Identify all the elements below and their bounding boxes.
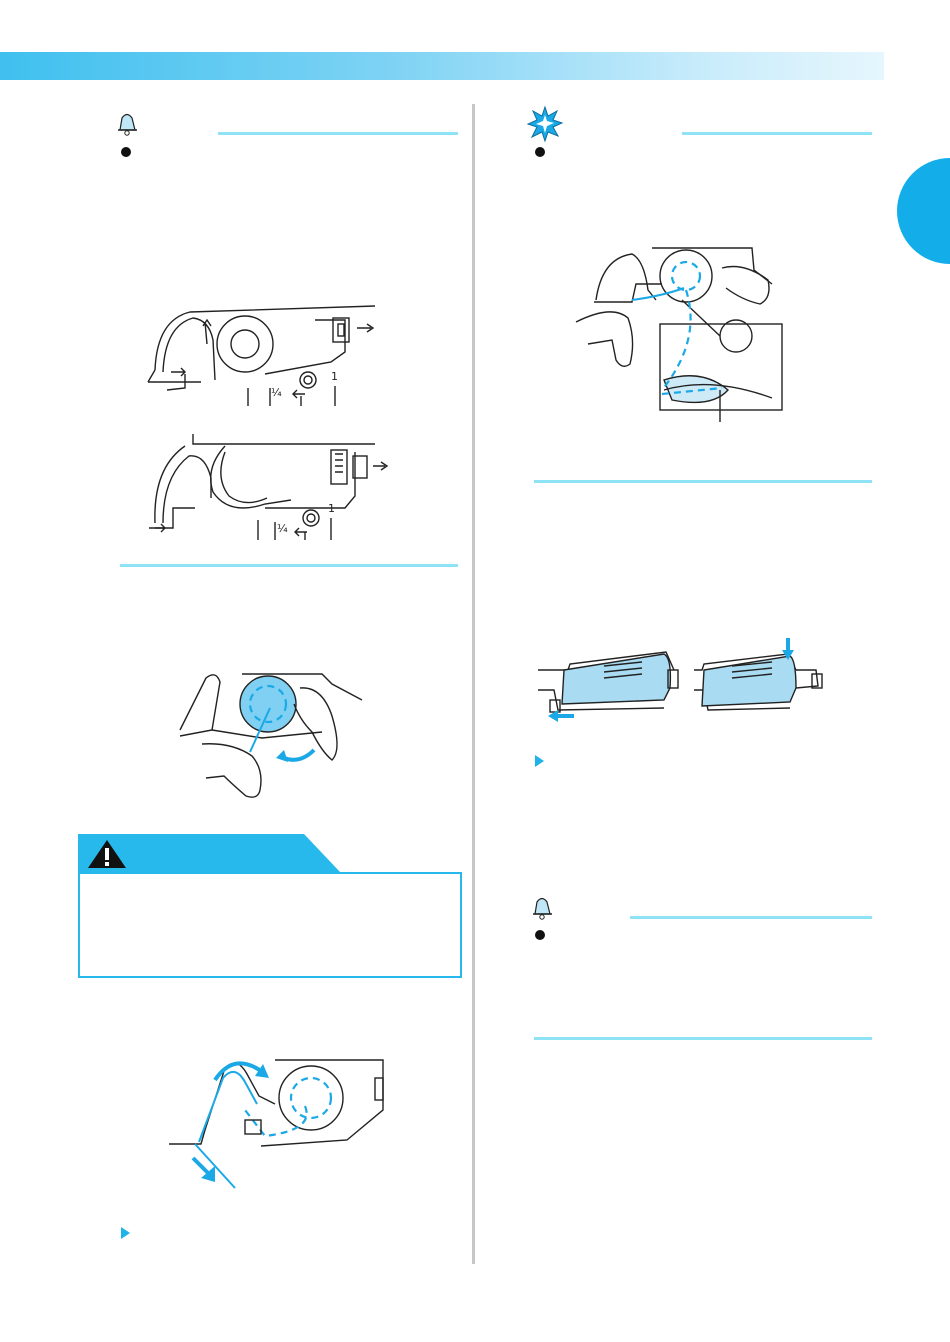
thread-guide-illustration bbox=[165, 1050, 395, 1195]
bobbin-cover-illustration bbox=[534, 630, 834, 740]
bullet-dot-icon bbox=[121, 147, 131, 157]
header-color-band bbox=[0, 52, 884, 80]
insert-bobbin-illustration bbox=[172, 660, 372, 810]
chapter-side-tab bbox=[897, 158, 950, 264]
svg-text:1: 1 bbox=[328, 502, 335, 515]
svg-text:¼: ¼ bbox=[277, 522, 288, 535]
bobbin-case-diagram-top bbox=[145, 300, 405, 410]
memo-rule bbox=[630, 916, 872, 919]
bell-memo-icon bbox=[527, 892, 557, 922]
step-rule-right-1 bbox=[534, 480, 872, 483]
caution-box bbox=[78, 872, 462, 978]
svg-text:1: 1 bbox=[331, 370, 338, 383]
starburst-note-icon bbox=[527, 106, 563, 142]
step-rule-right-2 bbox=[534, 1037, 872, 1040]
bobbin-thread-detail-illustration bbox=[572, 240, 792, 425]
memo-rule bbox=[218, 132, 458, 135]
svg-text:¼: ¼ bbox=[271, 386, 282, 399]
bobbin-case-diagram-bottom bbox=[145, 428, 405, 546]
result-triangle-icon bbox=[121, 1227, 130, 1239]
step-rule-left-1 bbox=[120, 564, 458, 567]
bullet-dot-icon bbox=[535, 147, 545, 157]
note-rule bbox=[682, 132, 872, 135]
column-divider bbox=[472, 104, 475, 1264]
bell-memo-icon bbox=[112, 108, 142, 138]
result-triangle-icon bbox=[535, 755, 544, 767]
exclamation-warning-icon bbox=[86, 838, 128, 870]
bullet-dot-icon bbox=[535, 930, 545, 940]
